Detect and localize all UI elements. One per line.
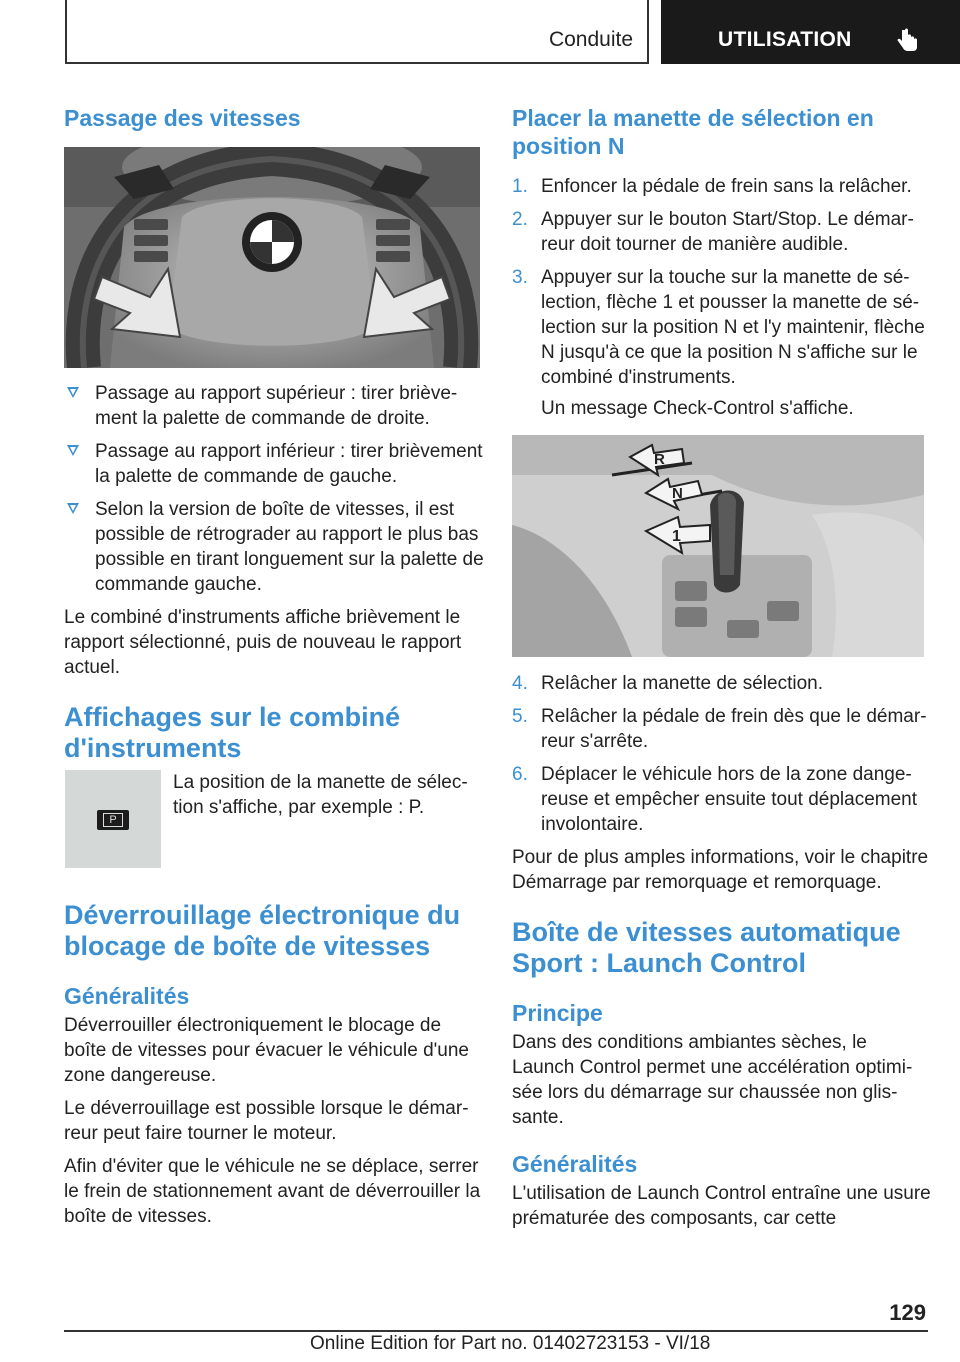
bullet-triangle-icon <box>67 445 79 456</box>
hand-pointer-icon <box>893 26 921 54</box>
left-column <box>64 96 484 1229</box>
display-example-block <box>64 770 484 870</box>
bullet-item: Selon la version de boîte de vitesses, il est possible de rétrograder au rapport le plus bas possible en tirant longuement sur la palette de commande gauche. <box>64 497 484 597</box>
heading-passage-vitesses: Passage des vitesses <box>64 105 301 131</box>
right-column <box>512 96 932 1231</box>
paragraph-principe: Dans des conditions ambiantes sèches, le Launch Control permet une accélération optimisée lors du démarrage sur chaussée non glissante. <box>512 1032 913 1128</box>
heading-generalites-right: Généralités <box>512 1151 638 1177</box>
step-item: 3. Appuyer sur la touche sur la manette de sélection, flèche 1 et pousser la manette de sélection sur la position N et l'y maintenir, flèche N jusqu'à ce que la position N s'affiche sur le combiné d'instruments. <box>512 267 925 388</box>
gear-selector-illustration <box>512 435 924 657</box>
heading-placer-n: Placer la manette de sélection en position N <box>512 105 874 159</box>
section-tab <box>65 0 649 64</box>
heading-principe: Principe <box>512 1000 603 1026</box>
heading-affichages: Affichages sur le combiné d'instruments <box>64 702 401 763</box>
chapter-title: UTILISATION <box>718 28 852 51</box>
paragraph-gen2: Le déverrouillage est possible lorsque le démarreur peut faire tourner le moteur. <box>64 1098 469 1144</box>
combine-display-image <box>65 770 161 868</box>
paragraph-gen-right: L'utilisation de Launch Control entraîne une usure prématurée des composants, car cette <box>512 1183 931 1229</box>
step-item: 6. Déplacer le véhicule hors de la zone dangereuse et empêcher ensuite tout déplacement involontaire. <box>512 764 918 835</box>
bullet-item: Passage au rapport supérieur : tirer brièvement la palette de commande de droite. <box>64 381 484 431</box>
step-item: 1. Enfoncer la pédale de frein sans la relâcher. <box>512 176 912 197</box>
heading-generalites-left: Généralités <box>64 983 190 1009</box>
chapter-tab <box>661 0 960 64</box>
page-number: 129 <box>889 1300 926 1325</box>
steering-wheel-paddles-illustration <box>64 147 480 368</box>
heading-launch-control: Boîte de vitesses automatique Sport : Launch Control <box>512 917 901 978</box>
paragraph-info: Pour de plus amples informations, voir le chapitre Démarrage par remorquage et remorquage. <box>512 847 929 893</box>
paragraph-gen3: Afin d'éviter que le véhicule ne se déplace, serrer le frein de stationnement avant de déverrouiller la boîte de vitesses. <box>64 1156 481 1227</box>
step-item: 2. Appuyer sur le bouton Start/Stop. Le démarreur doit tourner de manière audible. <box>512 209 914 255</box>
step-item: 5. Relâcher la pédale de frein dès que le démarreur s'arrête. <box>512 706 927 752</box>
section-title: Conduite <box>548 28 633 51</box>
gear-position-indicator: P <box>97 810 129 830</box>
label-one: 1 <box>672 528 681 545</box>
edition-info: Online Edition for Part no. 01402723153 - VI/18 <box>310 1333 711 1354</box>
bullet-triangle-icon <box>67 387 79 398</box>
page-header <box>0 0 960 66</box>
bullet-triangle-icon <box>67 503 79 514</box>
label-n: N <box>672 485 683 502</box>
step-item: 4. Relâcher la manette de sélection. <box>512 673 823 694</box>
paragraph-position: La position de la manette de sélection s'affiche, par exemple : P. <box>173 772 468 818</box>
step3-note: Un message Check-Control s'affiche. <box>541 398 854 419</box>
label-r: R <box>654 451 665 468</box>
footer-divider <box>64 1330 928 1332</box>
paragraph-gen1: Déverrouiller électroniquement le blocage de boîte de vitesses pour évacuer le véhicule d'une zone dangereuse. <box>64 1015 469 1086</box>
bullet-item: Passage au rapport inférieur : tirer brièvement la palette de commande de gauche. <box>64 439 484 489</box>
paragraph-combine: Le combiné d'instruments affiche brièvement le rapport sélectionné, puis de nouveau le rapport actuel. <box>64 607 462 678</box>
heading-deverrouillage: Déverrouillage électronique du blocage de boîte de vitesses <box>64 900 461 961</box>
